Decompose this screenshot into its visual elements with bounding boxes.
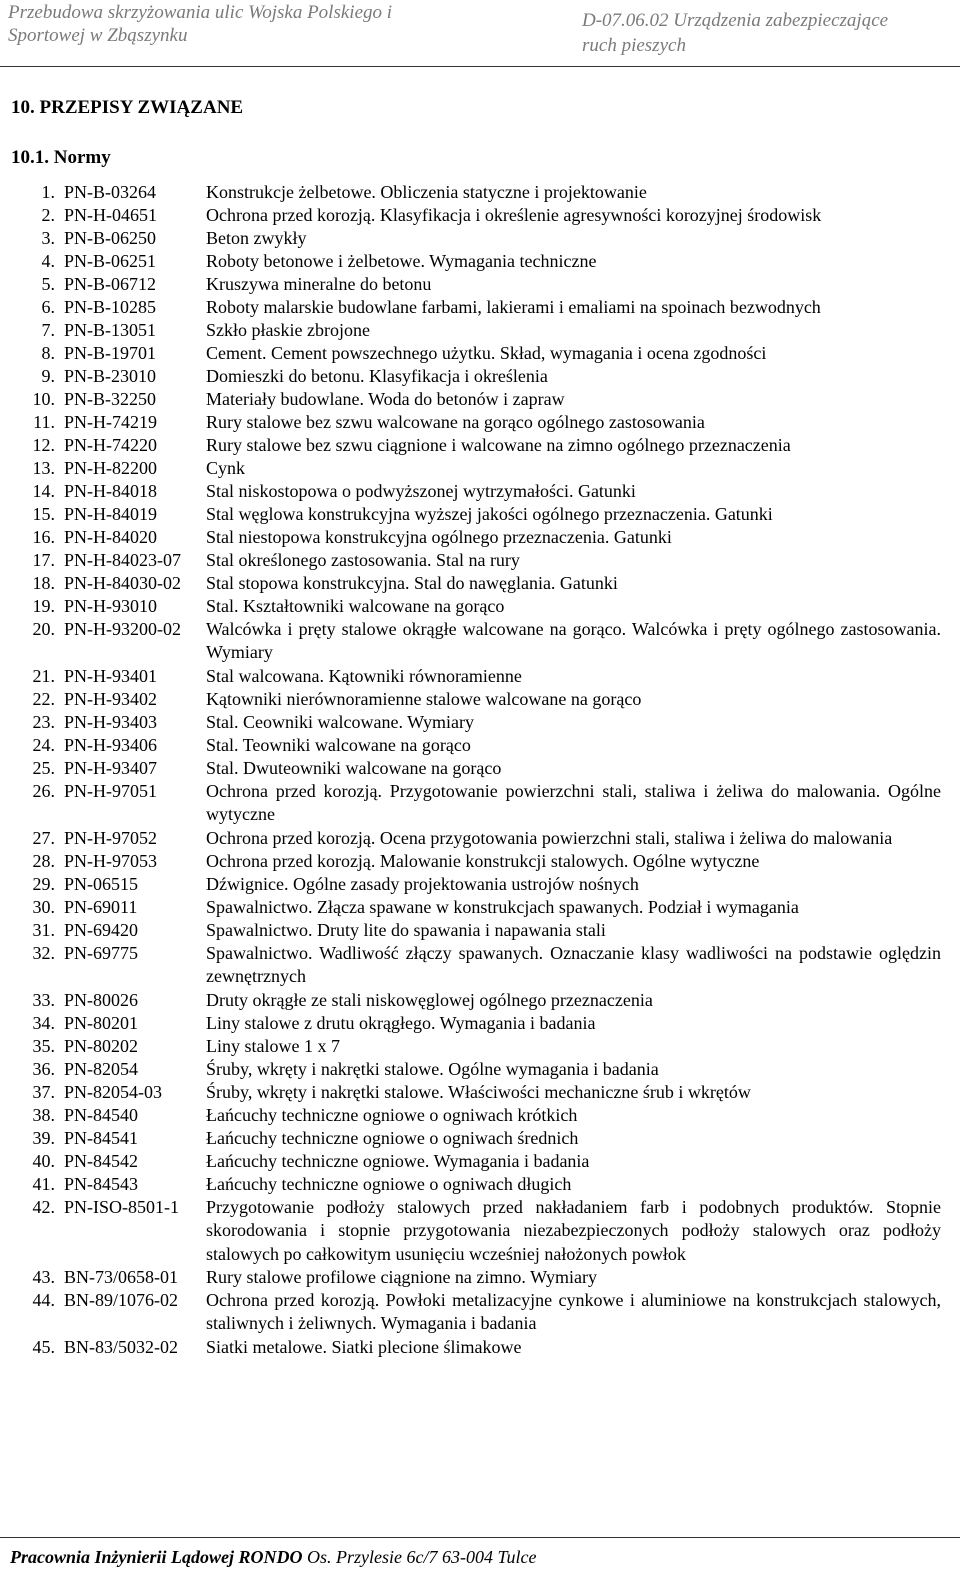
norm-row: [0, 1266, 960, 1289]
norm-row: [0, 1127, 960, 1150]
norm-row: [0, 618, 960, 665]
norm-row: [0, 688, 960, 711]
norm-code: PN-ISO-8501-1: [64, 1197, 179, 1217]
norm-row: [0, 850, 960, 873]
header-spec-line1: D-07.06.02 Urządzenia zabezpieczające: [582, 10, 889, 31]
norm-code: PN-H-04651: [64, 205, 157, 225]
norm-number: 43.: [32, 1267, 55, 1287]
norm-code: PN-H-82200: [64, 458, 157, 478]
norm-description: Łańcuchy techniczne ogniowe. Wymagania i badania: [206, 1151, 590, 1171]
norm-code: PN-H-74220: [64, 435, 157, 455]
norm-code: PN-H-93010: [64, 596, 157, 616]
norm-description: Śruby, wkręty i nakrętki stalowe. Właściwości mechaniczne śrub i wkrętów: [206, 1082, 751, 1102]
norm-row: [0, 204, 960, 227]
norm-code: PN-82054-03: [64, 1082, 162, 1102]
norm-row: [0, 1104, 960, 1127]
norm-description: Stal niestopowa konstrukcyjna ogólnego przeznaczenia. Gatunki: [206, 527, 672, 547]
norm-row: [0, 273, 960, 296]
norm-row: [0, 896, 960, 919]
norm-row: [0, 434, 960, 457]
norm-description: Cement. Cement powszechnego użytku. Skład, wymagania i ocena zgodności: [206, 343, 767, 363]
norm-description: Liny stalowe z drutu okrągłego. Wymagania i badania: [206, 1013, 596, 1033]
norm-description: Spawalnictwo. Druty lite do spawania i napawania stali: [206, 920, 606, 940]
section-title: 10. PRZEPISY ZWIĄZANE: [11, 97, 244, 118]
norm-description: Szkło płaskie zbrojone: [206, 320, 370, 340]
norm-code: PN-80026: [64, 990, 139, 1010]
norm-number: 41.: [32, 1174, 55, 1194]
norm-code: PN-B-06251: [64, 251, 157, 271]
norm-row: [0, 595, 960, 618]
norm-code: PN-H-84030-02: [64, 573, 181, 593]
norm-description: Przygotowanie podłoży stalowych przed nakładaniem farb i podobnych produktów. Stopnie skorodowania i stopnie przygotowania niezabezpieczonych podłoży stalowych oraz podłoży stalowych po całkowitym usunięciu wcześniej nałożonych powłok: [206, 1197, 941, 1264]
norm-description: Kruszywa mineralne do betonu: [206, 274, 432, 294]
page-header: [0, 0, 960, 67]
norm-row: [0, 780, 960, 827]
norm-row: [0, 827, 960, 850]
page-footer: [0, 1537, 960, 1567]
norm-code: PN-84541: [64, 1128, 139, 1148]
norm-number: 30.: [32, 897, 55, 917]
norm-number: 27.: [32, 828, 55, 848]
norm-description: Stal węglowa konstrukcyjna wyższej jakości ogólnego przeznaczenia. Gatunki: [206, 504, 773, 524]
norm-number: 22.: [32, 689, 55, 709]
norm-code: PN-69775: [64, 943, 139, 963]
norm-number: 8.: [41, 343, 55, 363]
norm-row: [0, 526, 960, 549]
norm-number: 26.: [32, 781, 55, 801]
norm-number: 20.: [32, 619, 55, 639]
norm-code: PN-H-93406: [64, 735, 157, 755]
norm-row: [0, 989, 960, 1012]
norm-code: PN-69011: [64, 897, 138, 917]
norm-code: PN-84542: [64, 1151, 139, 1171]
norm-description: Roboty malarskie budowlane farbami, lakierami i emaliami na spoinach bezwodnych: [206, 297, 821, 317]
norm-number: 9.: [41, 366, 55, 386]
norm-number: 2.: [41, 205, 55, 225]
norm-row: [0, 1150, 960, 1173]
norm-description: Rury stalowe bez szwu ciągnione i walcowane na zimno ogólnego przeznaczenia: [206, 435, 791, 455]
header-spec-line2: ruch pieszych: [582, 35, 686, 56]
norm-row: [0, 919, 960, 942]
norm-number: 11.: [33, 412, 55, 432]
norm-row: [0, 457, 960, 480]
norm-code: PN-80202: [64, 1036, 139, 1056]
norm-code: PN-H-84020: [64, 527, 157, 547]
norm-row: [0, 1058, 960, 1081]
norm-number: 33.: [32, 990, 55, 1010]
norm-description: Beton zwykły: [206, 228, 307, 248]
norm-description: Kątowniki nierównoramienne stalowe walcowane na gorąco: [206, 689, 642, 709]
norm-number: 24.: [32, 735, 55, 755]
norm-code: PN-H-84018: [64, 481, 157, 501]
norm-number: 44.: [32, 1290, 55, 1310]
norm-number: 38.: [32, 1105, 55, 1125]
norm-row: [0, 250, 960, 273]
norm-row: [0, 942, 960, 989]
norms-list: [0, 181, 960, 1359]
norm-number: 45.: [32, 1337, 55, 1357]
norm-row: [0, 711, 960, 734]
norm-row: [0, 757, 960, 780]
norm-code: PN-H-74219: [64, 412, 157, 432]
norm-code: PN-B-19701: [64, 343, 157, 363]
norm-description: Materiały budowlane. Woda do betonów i zapraw: [206, 389, 565, 409]
norm-number: 6.: [41, 297, 55, 317]
norm-description: Łańcuchy techniczne ogniowe o ogniwach krótkich: [206, 1105, 578, 1125]
norm-row: [0, 365, 960, 388]
norm-row: [0, 296, 960, 319]
norm-description: Spawalnictwo. Złącza spawane w konstrukcjach spawanych. Podział i wymagania: [206, 897, 799, 917]
norm-number: 19.: [32, 596, 55, 616]
norm-number: 31.: [32, 920, 55, 940]
norm-code: PN-06515: [64, 874, 139, 894]
norm-code: PN-B-06712: [64, 274, 157, 294]
norm-code: PN-H-93402: [64, 689, 157, 709]
norm-number: 37.: [32, 1082, 55, 1102]
norm-number: 10.: [32, 389, 55, 409]
norm-code: PN-82054: [64, 1059, 139, 1079]
footer-company: Pracownia Inżynierii Lądowej RONDO: [10, 1547, 303, 1567]
norm-number: 36.: [32, 1059, 55, 1079]
norm-row: [0, 388, 960, 411]
norm-description: Walcówka i pręty stalowe okrągłe walcowane na gorąco. Walcówka i pręty ogólnego zastosowania. Wymiary: [206, 619, 941, 663]
norm-number: 23.: [32, 712, 55, 732]
norm-number: 21.: [32, 666, 55, 686]
norm-number: 3.: [41, 228, 55, 248]
norm-number: 25.: [32, 758, 55, 778]
norm-number: 15.: [32, 504, 55, 524]
norm-code: PN-H-97053: [64, 851, 157, 871]
norm-code: BN-83/5032-02: [64, 1337, 178, 1357]
norm-row: [0, 503, 960, 526]
norm-description: Ochrona przed korozją. Klasyfikacja i określenie agresywności korozyjnej środowisk: [206, 205, 822, 225]
norm-description: Stal określonego zastosowania. Stal na rury: [206, 550, 520, 570]
footer-address: Os. Przylesie 6c/7 63-004 Tulce: [302, 1547, 537, 1567]
norm-description: Stal. Teowniki walcowane na gorąco: [206, 735, 471, 755]
norm-number: 16.: [32, 527, 55, 547]
norm-number: 17.: [32, 550, 55, 570]
header-project-title: [8, 1, 468, 47]
norm-row: [0, 181, 960, 204]
norm-description: Rury stalowe profilowe ciągnione na zimno. Wymiary: [206, 1267, 597, 1287]
norm-code: PN-H-84023-07: [64, 550, 181, 570]
norm-description: Roboty betonowe i żelbetowe. Wymagania techniczne: [206, 251, 597, 271]
norm-row: [0, 319, 960, 342]
norm-number: 1.: [41, 182, 55, 202]
norm-code: PN-H-97052: [64, 828, 157, 848]
norm-row: [0, 1081, 960, 1104]
norm-number: 28.: [32, 851, 55, 871]
norm-description: Łańcuchy techniczne ogniowe o ogniwach długich: [206, 1174, 572, 1194]
norm-code: PN-B-06250: [64, 228, 157, 248]
norm-row: [0, 1012, 960, 1035]
norm-row: [0, 411, 960, 434]
norm-row: [0, 227, 960, 250]
norm-description: Konstrukcje żelbetowe. Obliczenia statyczne i projektowanie: [206, 182, 647, 202]
norm-row: [0, 549, 960, 572]
norm-description: Cynk: [206, 458, 246, 478]
norm-description: Ochrona przed korozją. Przygotowanie powierzchni stali, staliwa i żeliwa do malowania. Ogólne wytyczne: [206, 781, 941, 825]
norm-description: Rury stalowe bez szwu walcowane na gorąco ogólnego zastosowania: [206, 412, 705, 432]
norm-number: 12.: [32, 435, 55, 455]
norm-number: 35.: [32, 1036, 55, 1056]
norm-code: PN-B-10285: [64, 297, 157, 317]
norm-row: [0, 1196, 960, 1266]
norm-row: [0, 873, 960, 896]
norm-description: Spawalnictwo. Wadliwość złączy spawanych. Oznaczanie klasy wadliwości na podstawie oględzin zewnętrznych: [206, 943, 941, 987]
header-project-line1: Przebudowa skrzyżowania ulic Wojska Polskiego i: [8, 2, 393, 23]
norm-description: Stal. Kształtowniki walcowane na gorąco: [206, 596, 505, 616]
norm-row: [0, 342, 960, 365]
norm-code: PN-84540: [64, 1105, 139, 1125]
norm-number: 39.: [32, 1128, 55, 1148]
norm-number: 13.: [32, 458, 55, 478]
norm-description: Ochrona przed korozją. Powłoki metalizacyjne cynkowe i aluminiowe na konstrukcjach stalowych, staliwnych i żeliwnych. Wymagania i badania: [206, 1290, 941, 1334]
norm-row: [0, 1336, 960, 1359]
norm-description: Stal niskostopowa o podwyższonej wytrzymałości. Gatunki: [206, 481, 636, 501]
norm-number: 29.: [32, 874, 55, 894]
norm-code: PN-H-84019: [64, 504, 157, 524]
norm-row: [0, 1035, 960, 1058]
header-spec-title: [582, 8, 952, 58]
norm-code: BN-73/0658-01: [64, 1267, 178, 1287]
norm-code: PN-B-03264: [64, 182, 157, 202]
norm-description: Ochrona przed korozją. Ocena przygotowania powierzchni stali, staliwa i żeliwa do malowania: [206, 828, 893, 848]
norm-row: [0, 480, 960, 503]
norm-code: PN-H-93401: [64, 666, 157, 686]
norm-number: 18.: [32, 573, 55, 593]
norm-code: PN-H-97051: [64, 781, 157, 801]
norm-description: Ochrona przed korozją. Malowanie konstrukcji stalowych. Ogólne wytyczne: [206, 851, 760, 871]
norm-number: 14.: [32, 481, 55, 501]
norm-code: PN-84543: [64, 1174, 139, 1194]
norm-code: PN-80201: [64, 1013, 139, 1033]
norm-description: Stal. Dwuteowniki walcowane na gorąco: [206, 758, 502, 778]
norm-description: Śruby, wkręty i nakrętki stalowe. Ogólne wymagania i badania: [206, 1059, 659, 1079]
norm-description: Stal walcowana. Kątowniki równoramienne: [206, 666, 522, 686]
subsection-title: 10.1. Normy: [11, 147, 111, 168]
norm-description: Druty okrągłe ze stali niskowęglowej ogólnego przeznaczenia: [206, 990, 653, 1010]
norm-row: [0, 572, 960, 595]
norm-code: PN-H-93200-02: [64, 619, 181, 639]
norm-number: 5.: [41, 274, 55, 294]
norm-code: PN-B-32250: [64, 389, 157, 409]
norm-code: PN-H-93403: [64, 712, 157, 732]
norm-number: 4.: [41, 251, 55, 271]
norm-number: 32.: [32, 943, 55, 963]
norm-description: Siatki metalowe. Siatki plecione ślimakowe: [206, 1337, 522, 1357]
norm-description: Stal. Ceowniki walcowane. Wymiary: [206, 712, 475, 732]
norm-row: [0, 1289, 960, 1336]
norm-row: [0, 665, 960, 688]
norm-number: 34.: [32, 1013, 55, 1033]
norm-row: [0, 734, 960, 757]
norm-code: PN-B-23010: [64, 366, 157, 386]
norm-code: PN-B-13051: [64, 320, 157, 340]
norm-description: Dźwignice. Ogólne zasady projektowania ustrojów nośnych: [206, 874, 639, 894]
norm-description: Łańcuchy techniczne ogniowe o ogniwach średnich: [206, 1128, 579, 1148]
norm-description: Liny stalowe 1 x 7: [206, 1036, 340, 1056]
norm-number: 42.: [32, 1197, 55, 1217]
norm-description: Stal stopowa konstrukcyjna. Stal do nawęglania. Gatunki: [206, 573, 618, 593]
norm-code: PN-H-93407: [64, 758, 157, 778]
norm-row: [0, 1173, 960, 1196]
norm-code: PN-69420: [64, 920, 139, 940]
norm-number: 7.: [41, 320, 55, 340]
header-project-line2: Sportowej w Zbąszynku: [8, 25, 188, 46]
norm-code: BN-89/1076-02: [64, 1290, 178, 1310]
norm-description: Domieszki do betonu. Klasyfikacja i określenia: [206, 366, 548, 386]
footer-text: [10, 1546, 537, 1568]
norm-number: 40.: [32, 1151, 55, 1171]
